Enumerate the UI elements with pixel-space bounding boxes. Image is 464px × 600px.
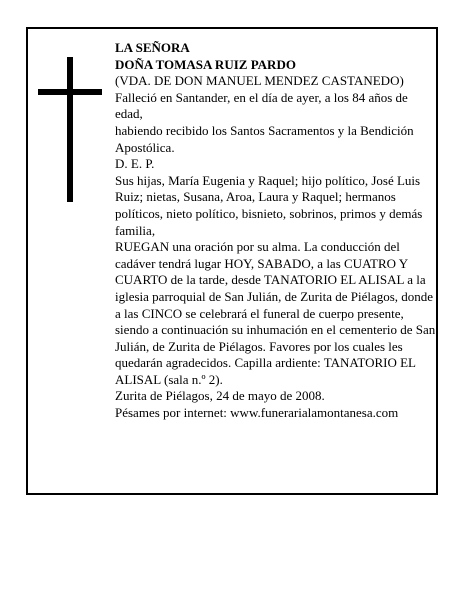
obituary-frame — [26, 27, 438, 495]
rip: D. E. P. — [115, 156, 155, 172]
heading: LA SEÑORA — [115, 40, 190, 55]
widow-of: (VDA. DE DON MANUEL MENDEZ CASTANEDO) — [115, 73, 404, 89]
obituary-text — [115, 40, 437, 422]
prayer-request: RUEGAN una oración por su alma. La conducción del cadáver tendrá lugar HOY, SABADO, a las CUATRO Y CUARTO de la tarde, desde TANATORIO EL ALISAL a la iglesia parroquial de San Julián, de Zurita de Piélagos, donde a las CINCO se celebrará el funeral de cuerpo presente, siendo a continuación su inhumación en el cementerio de San Julián, de Zurita de Piélagos. Favores por los cuales les quedarán agradecidos. Capilla ardiente: TANATORIO EL ALISAL (sala n.º 2). — [115, 239, 436, 387]
sacraments-statement: habiendo recibido los Santos Sacramentos y la Bendición Apostólica. — [115, 122, 414, 155]
deceased-name: DOÑA TOMASA RUIZ PARDO — [115, 56, 296, 72]
passed-away-statement: Falleció en Santander, en el día de ayer, a los 84 años de edad, — [115, 89, 408, 122]
place-date: Zurita de Piélagos, 24 de mayo de 2008. — [115, 388, 325, 404]
family-list: Sus hijas, María Eugenia y Raquel; hijo político, José Luis Ruiz; nietas, Susana, Aroa, Laura y Raquel; hermanos políticos, nieto político, bisnieto, sobrinos, primos y demás familia, — [115, 172, 423, 238]
condolences-line: Pésames por internet: www.funerarialamontanesa.com — [115, 405, 399, 421]
latin-cross-icon — [38, 57, 102, 202]
